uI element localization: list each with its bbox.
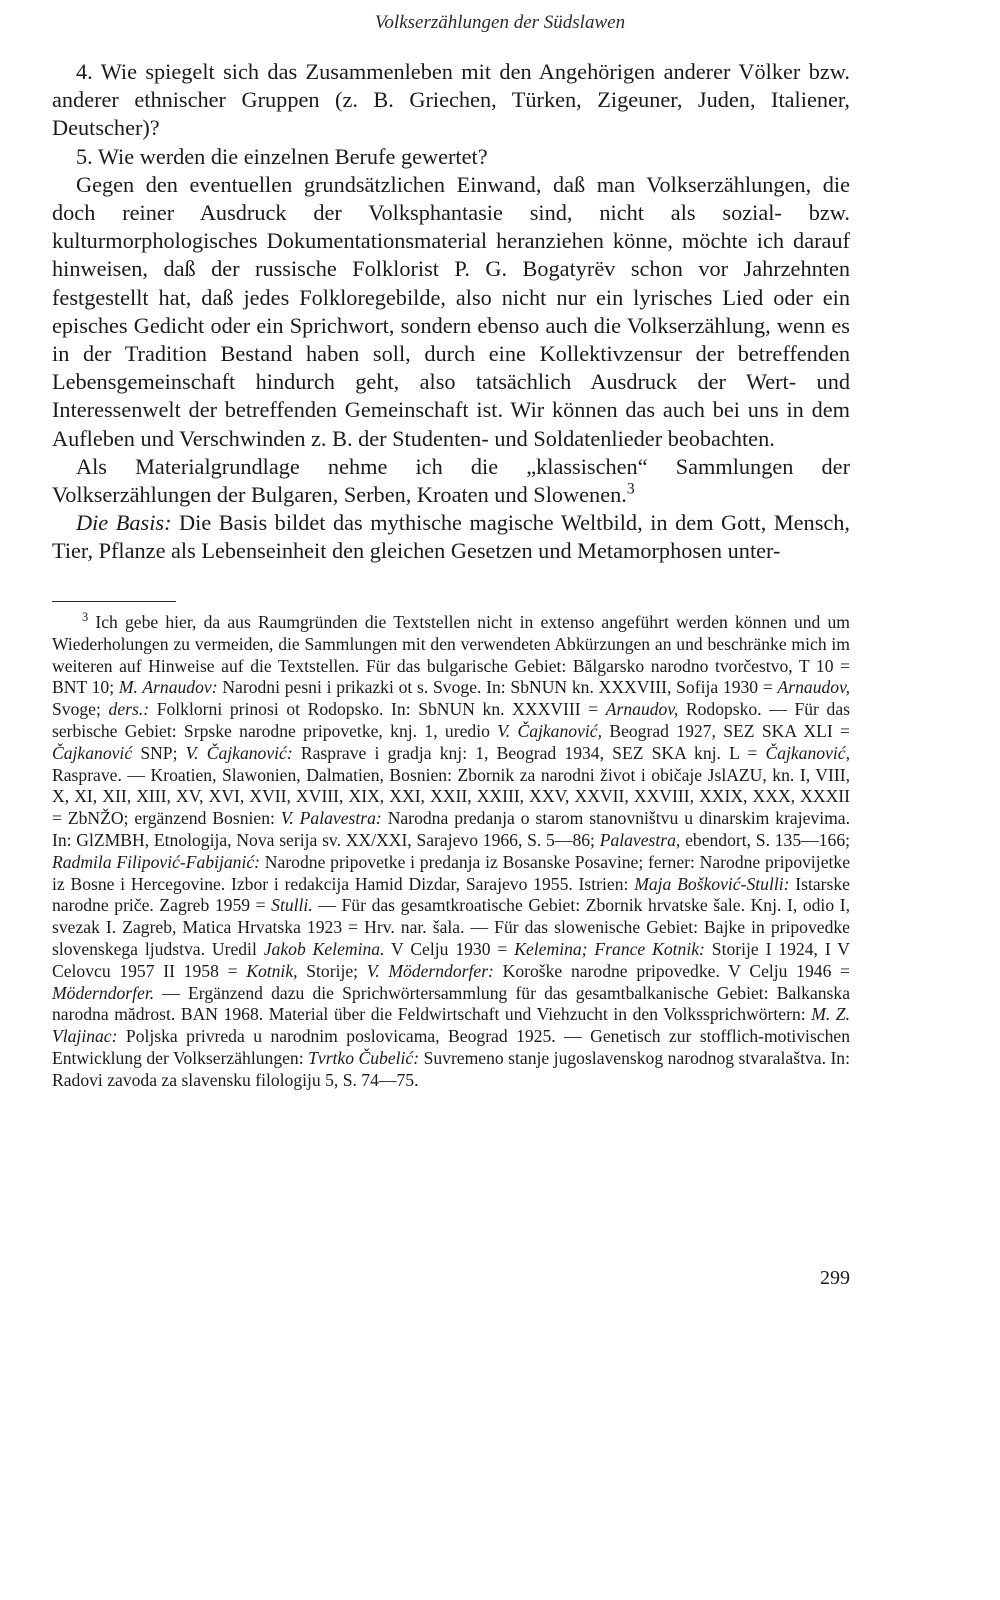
fn-italic-author: V. Čajkanović, — [497, 720, 602, 741]
fn-segment: Folklorni prinosi ot Rodopsko. In: SbNUN kn. XXXVIII = — [149, 699, 606, 720]
fn-segment: Beograd 1927, SEZ SKA XLI = — [601, 720, 850, 741]
fn-segment: Rasprave. — Kroatien, Slawonien, Dalmatien, Bosnien: Zbornik za narodni život i običaje JslAZU, kn. I, VIII, X, XI, XII, XIII, XV, XVI, XVII, XVIII, XIX, XXI, XXII, XXIII, XXV, XXVII, XXVIII, XXIX, XXX, XXXII = ZbNŽO; ergänzend Bosnien: — [52, 764, 850, 829]
running-head: Volkserzählungen der Südslawen — [374, 12, 626, 33]
fn-italic-author: Radmila Filipović-Fabijanić: — [52, 851, 261, 872]
fn-segment: Narodne pripovetke i predanja iz Bosanske Posavine; ferner: Narodne pripovijetke iz Bosne i Hercegovine. Izbor i redakcija Hamid Dizdar, Sarajevo 1955. Istrien: — [52, 851, 851, 894]
paragraph-material-basis — [52, 453, 850, 509]
section-label: Die Basis: — [76, 510, 172, 536]
fn-italic-author: Jakob Kelemina. — [263, 938, 385, 959]
fn-italic-author: Möderndorfer. — [52, 982, 155, 1003]
fn-segment: Koroške narodne pripovedke. V Celju 1946 = — [493, 960, 851, 981]
fn-segment: — Ergänzend dazu die Sprichwörtersammlung für das gesamtbalkanische Gebiet: Balkanska narodna mădrost. BAN 1968. Material über die Feldwirtschaft und Viehzucht in den Volkssprichwörtern: — [52, 982, 850, 1025]
fn-segment: Rasprave i gradja knj: 1, Beograd 1934, SEZ SKA knj. L = — [292, 742, 766, 763]
paragraph-die-basis — [52, 509, 850, 565]
fn-segment: Rodopsko. — Für das serbische Gebiet: Srpske narodne pripovetke, knj. 1, uredio — [52, 699, 851, 741]
fn-segment: Narodni pesni i prikazki ot s. Svoge. In: SbNUN kn. XXXVIII, Sofija 1930 = — [217, 677, 778, 698]
fn-segment: Narodna predanja o starom stanovništvu u dinarskim krajevima. In: GlZMBH, Etnologija, Nova serija sv. XX/XXI, Sarajevo 1966, S. 5—86; — [52, 808, 851, 850]
fn-italic-author: M. Arnaudov: — [118, 677, 218, 698]
fn-italic-author: Palavestra, — [599, 829, 681, 850]
fn-italic-author: Čajkanović, — [765, 742, 850, 763]
fn-italic-author: V. Palavestra: — [280, 808, 382, 829]
fn-segment: ebendort, S. 135—166; — [680, 829, 851, 850]
paragraph-die-basis-text: Die Basis bildet das mythische magische Weltbild, in dem Gott, Mensch, Tier, Pflanze als Lebenseinheit den gleichen Gesetzen und Metamorphosen unter- — [52, 510, 850, 564]
fn-italic-author: Arnaudov, — [605, 699, 679, 720]
question-4: 4. Wie spiegelt sich das Zusammenleben mit den Angehörigen anderer Völker bzw. anderer ethnischer Gruppen (z. B. Griechen, Türken, Zigeuner, Juden, Italiener, Deutscher)? — [52, 59, 850, 141]
paragraph-bogatyrev: Gegen den eventuellen grundsätzlichen Einwand, daß man Volkserzählungen, die doch reiner Ausdruck der Volksphantasie sind, nicht als sozial- bzw. kulturmorphologisches Dokumentationsmaterial heranziehen könne, möchte ich darauf hinweisen, daß der russische Folklorist P. G. Bogatyrëv schon vor Jahrzehnten festgestellt hat, daß jedes Folkloregebilde, also nicht nur ein lyrisches Lied oder ein episches Gedicht oder ein Sprichwort, sondern ebenso auch die Volkserzählung, wenn es in der Tradition Bestand haben soll, durch eine Kollektivzensur der betreffenden Lebensgemeinschaft hindurch geht, also tatsächlich Ausdruck der Wert- und Interessenwelt der betreffenden Gemeinschaft ist. Wir können das auch bei uns in dem Aufleben und Verschwinden z. B. der Studenten- und Soldatenlieder beobachten. — [52, 171, 850, 451]
footnote-marker: 3 — [82, 610, 89, 625]
fn-italic-author: Stulli. — [271, 895, 313, 916]
footnote-text — [52, 612, 850, 1092]
fn-italic-author: Kelemina; France Kotnik: — [514, 938, 705, 959]
fn-segment: Storije; — [297, 960, 367, 981]
fn-italic-author: M. Z. Vlajinac: — [52, 1004, 850, 1047]
fn-segment: Suvremeno stanje jugoslavenskog narodnog stvaralaštva. In: Radovi zavoda za slavensku filologiju 5, S. 74—75. — [52, 1047, 850, 1090]
fn-italic-author: Arnaudov, — [777, 677, 850, 698]
fn-segment: Poljska privreda u narodnim poslovicama, Beograd 1925. — Genetisch zur stofflich-motivischen Entwicklung der Volkserzählungen: — [52, 1026, 850, 1068]
fn-italic-author: V. Čajkanović: — [185, 742, 293, 763]
fn-italic-author: ders.: — [108, 699, 150, 720]
fn-segment: SNP; — [132, 742, 186, 763]
footnote-reference[interactable]: 3 — [626, 480, 635, 498]
fn-italic-author: Maja Bošković-Stulli: — [634, 873, 790, 894]
page-number: 299 — [820, 1267, 850, 1289]
fn-italic-author: V. Möderndorfer: — [366, 960, 494, 981]
fn-italic-author: Čajkanović — [52, 742, 133, 763]
fn-italic-author: Kotnik, — [246, 960, 298, 981]
footnote-3 — [52, 612, 850, 1092]
main-text — [52, 58, 850, 566]
fn-segment: Svoge; — [52, 699, 109, 720]
footnote-divider — [52, 601, 176, 602]
fn-italic-author: Tvrtko Čubelić: — [308, 1047, 420, 1068]
fn-segment: Istarske narodne priče. Zagreb 1959 = — [52, 873, 850, 916]
paragraph-material-basis-text: Als Materialgrundlage nehme ich die „klassischen“ Sammlungen der Volkserzählungen der Bulgaren, Serben, Kroaten und Slowenen. — [52, 453, 850, 508]
fn-segment: Storije I 1924, I V Celovcu 1957 II 1958 = — [52, 938, 850, 981]
question-5: 5. Wie werden die einzelnen Berufe gewertet? — [76, 143, 488, 169]
fn-segment: V Celju 1930 = — [384, 938, 515, 959]
fn-segment: Ich gebe hier, da aus Raumgründen die Textstellen nicht in extenso angeführt werden können und um Wiederholungen zu vermeiden, die Sammlungen mit den verwendeten Abkürzungen an und beschränke mich im weiteren auf Hinweise auf die Textstellen. Für das bulgarische Gebiet: Bălgarsko narodno tvorčestvo, T 10 = BNT 10; — [52, 612, 850, 698]
fn-segment: — Für das gesamtkroatische Gebiet: Zbornik hrvatske šale. Knj. I, odio I, svezak I. Zagreb, Matica Hrvatska 1923 = Hrv. nar. šala. — Für das slowenische Gebiet: Bajke in pripovedke slovenskega ljudstva. Uredil — [52, 895, 850, 959]
